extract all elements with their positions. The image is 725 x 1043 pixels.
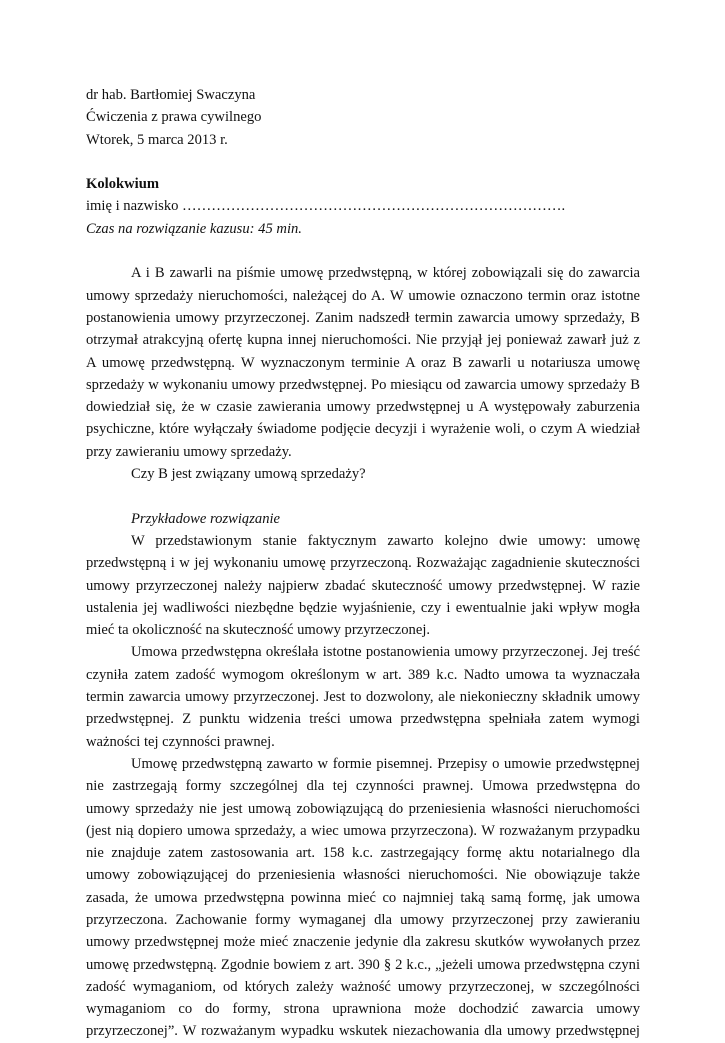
case-line: psychiczne, które wyłączały świadome podjęcie decyzji i wyrażenie woli, o czym A wiedział bbox=[86, 421, 640, 438]
case-line: A i B zawarli na piśmie umowę przedwstępną, w której zobowiązali się do zawarcia bbox=[131, 265, 640, 282]
paragraph-line: (jest nią dopiero umowa sprzedaży, a wiec umowa przyrzeczona). W rozważanym przypadku bbox=[86, 822, 640, 839]
spacer bbox=[86, 485, 640, 507]
paragraph-line: umowę przedwstępną. Zgodnie bowiem z art. 390 § 2 k.c., „jeżeli umowa przedwstępna czyni bbox=[86, 956, 640, 973]
paragraph-line: zasada, że umowa przedwstępna powinna mieć co najmniej taką samą formę, jak umowa bbox=[86, 889, 640, 906]
paragraph-line: umowy przedwstępnej może mieć znaczenie jedynie dla zakresu skutków wywołanych przez bbox=[86, 934, 640, 951]
paragraph-line: ważności tej czynności prawnej. bbox=[86, 733, 275, 750]
paragraph-line: zadość wymaganiom, od których zależy ważność umowy przyrzeczonej, w szczególności bbox=[86, 978, 640, 995]
case-line: sprzedaży w wykonaniu umowy przedwstępnej. Po miesiącu od zawarcia umowy sprzedaży B bbox=[86, 376, 640, 393]
paragraph-line: przedwstępnej. Z punktu widzenia treści umowa przedwstępna spełniała zatem wymogi bbox=[86, 711, 640, 728]
solution-paragraph-1 bbox=[86, 530, 640, 641]
author-line: dr hab. Bartłomiej Swaczyna bbox=[86, 87, 256, 103]
paragraph-line: Umowa przedwstępna określała istotne postanowienia umowy przyrzeczonej. Jej treść bbox=[131, 644, 640, 661]
paragraph-line: umowy przyrzeczonej należy najpierw zbadać skuteczność umowy przedwstępnej. W razie bbox=[86, 577, 640, 594]
solution-paragraph-2 bbox=[86, 641, 640, 752]
paragraph-line: Umowę przedwstępną zawarto w formie pisemnej. Przepisy o umowie przedwstępnej bbox=[131, 755, 640, 772]
paragraph-line: nie znajduje zatem zastosowania art. 158 k.c. zastrzegający formę aktu notarialnego dla bbox=[86, 845, 640, 862]
paragraph-line: czyniła zatem zadość wymogom określonym w art. 389 k.c. Nadto umowa ta wyznaczała bbox=[86, 666, 640, 683]
paragraph-line: umowy zobowiązującej do przeniesienia własności nieruchomości. Nie obowiązuje także bbox=[86, 867, 640, 884]
spacer bbox=[86, 151, 640, 173]
paragraph-line: przyrzeczonej”. W rozważanym wypadku wskutek niezachowania dla umowy przedwstępnej bbox=[86, 1023, 640, 1040]
question-line: Czy B jest związany umową sprzedaży? bbox=[131, 466, 366, 483]
time-limit: Czas na rozwiązanie kazusu: 45 min. bbox=[86, 220, 302, 237]
case-line: postanowienia umowy przyrzeczonej. Zanim nadszedł termin zawarcia umowy sprzedaży, B bbox=[86, 309, 640, 326]
date-line: Wtorek, 5 marca 2013 r. bbox=[86, 131, 228, 148]
paragraph-line: nie zastrzegają formy szczególnej dla tej czynności prawnej. Umowa przedwstępna do bbox=[86, 778, 640, 795]
case-line: przy zawieraniu umowy sprzedaży. bbox=[86, 443, 292, 460]
paragraph-line: termin zawarcia umowy przyrzeczonej. Jest to dozwolony, ale niekonieczny składnik umowy bbox=[86, 689, 640, 706]
paragraph-line: wymaganiom co do formy, strona uprawniona może dochodzić zawarcia umowy bbox=[86, 1001, 640, 1018]
paragraph-line: przedwstępną i w jej wykonaniu umowę przyrzeczoną. Rozważając zagadnienie skuteczności bbox=[86, 555, 640, 572]
name-field: imię i nazwisko ……………………………………………………………………. bbox=[86, 198, 566, 215]
paragraph-line: mieć ta okoliczność na skuteczność umowy przyrzeczonej. bbox=[86, 622, 431, 639]
test-title: Kolokwium bbox=[86, 176, 159, 193]
paragraph-line: umowy sprzedaży nie jest umową zobowiązującą do przeniesienia własności nieruchomości bbox=[86, 800, 640, 817]
solution-paragraph-3 bbox=[86, 753, 640, 1043]
paragraph-line: przyrzeczona. Zachowanie formy wymaganej dla umowy przyrzeczonej przy zawieraniu bbox=[86, 911, 640, 928]
text-column bbox=[86, 84, 640, 1043]
case-line: otrzymał atrakcyjną ofertę kupna innej nieruchomości. Nie przyjął jej ponieważ zawarł już z bbox=[86, 332, 640, 349]
spacer bbox=[86, 240, 640, 262]
paragraph-line: W przedstawionym stanie faktycznym zawarto kolejno dwie umowy: umowę bbox=[131, 532, 640, 549]
course-line: Ćwiczenia z prawa cywilnego bbox=[86, 109, 262, 126]
paragraph-line: ustalenia jej wadliwości niezbędne będzie wyjaśnienie, czy i ewentualnie jaki wpływ mogła bbox=[86, 599, 640, 616]
solution-heading: Przykładowe rozwiązanie bbox=[131, 510, 281, 527]
case-line: A umowę przedwstępną. W wyznaczonym terminie A oraz B zawarli u notariusza umowę bbox=[86, 354, 640, 371]
case-line: dowiedział się, że w czasie zawierania umowy przedwstępnej u A występowały zaburzenia bbox=[86, 399, 640, 416]
case-paragraph bbox=[86, 262, 640, 463]
case-line: umowy sprzedaży nieruchomości, należącej do A. W umowie oznaczono termin oraz istotne bbox=[86, 287, 640, 304]
